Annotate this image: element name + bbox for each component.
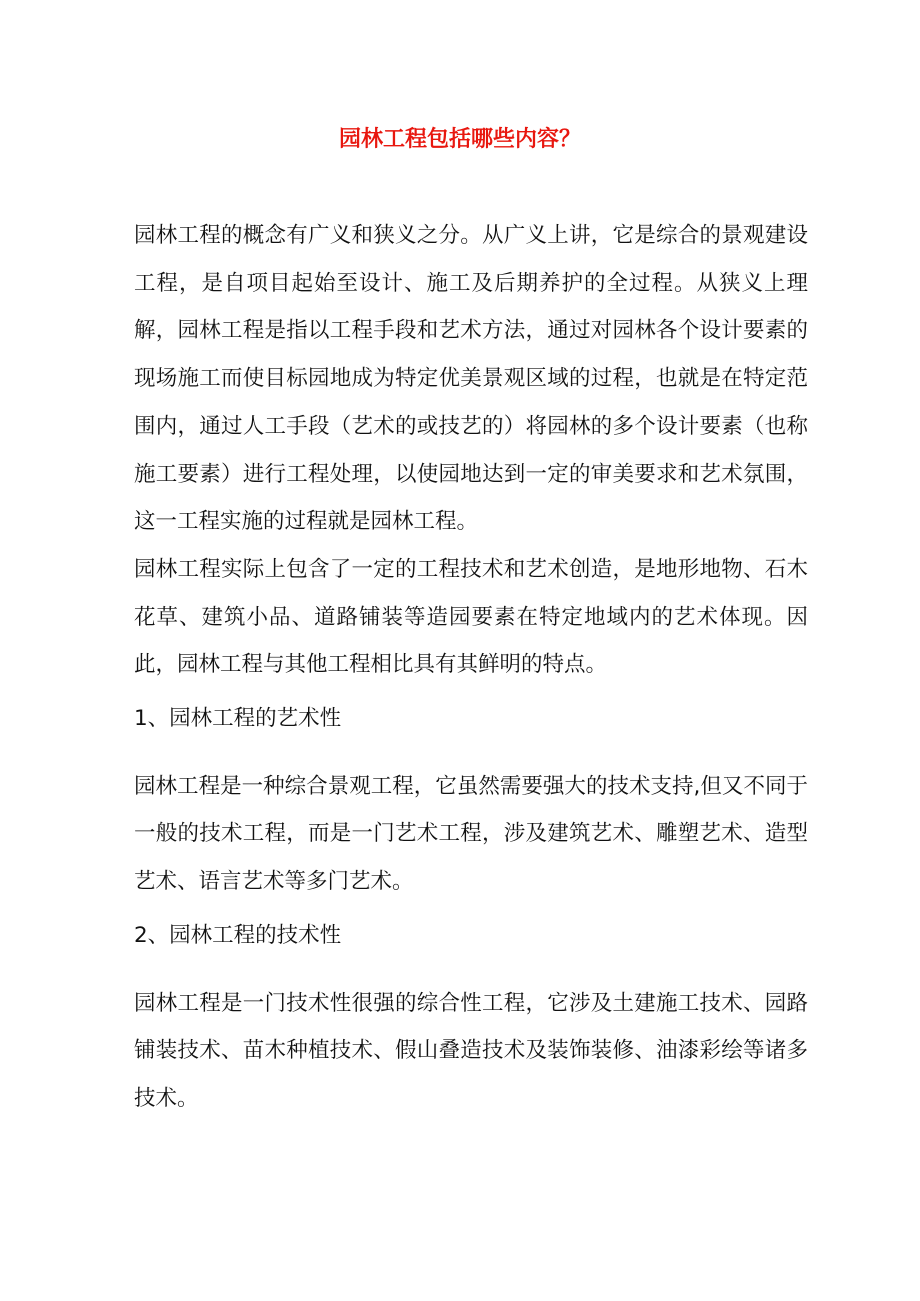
- intro-paragraph-1: 园林工程的概念有广义和狭义之分。从广义上讲，它是综合的景观建设工程，是自项目起始至设计、施工及后期养护的全过程。从狭义上理解，园林工程是指以工程手段和艺术方法，通过对园林各个设计要素的现场施工而使目标园地成为特定优美景观区域的过程，也就是在特定范围内，通过人工手段（艺术的或技艺的）将园林的多个设计要素（也称施工要素）进行工程处理，以使园地达到一定的审美要求和艺术氛围，这一工程实施的过程就是园林工程。: [134, 223, 808, 535]
- intro-paragraph-2: 园林工程实际上包含了一定的工程技术和艺术创造，是地形地物、石木花草、建筑小品、道路铺装等造园要素在特定地域内的艺术体现。因此，园林工程与其他工程相比具有其鲜明的特点。: [134, 556, 808, 678]
- document-title: 园林工程包括哪些内容？: [338, 127, 581, 152]
- section-heading-1: 1、园林工程的艺术性: [134, 706, 342, 732]
- section-body-1: 园林工程是一种综合景观工程，它虽然需要强大的技术支持,但又不同于一般的技术工程，而是一门艺术工程，涉及建筑艺术、雕塑艺术、造型艺术、语言艺术等多门艺术。: [134, 773, 808, 895]
- section-heading-2: 2、园林工程的技术性: [134, 922, 342, 948]
- document-body: [134, 212, 808, 1123]
- section-body-2: 园林工程是一门技术性很强的综合性工程，它涉及土建施工技术、园路铺装技术、苗木种植技术、假山叠造技术及装饰装修、油漆彩绘等诸多技术。: [134, 990, 808, 1111]
